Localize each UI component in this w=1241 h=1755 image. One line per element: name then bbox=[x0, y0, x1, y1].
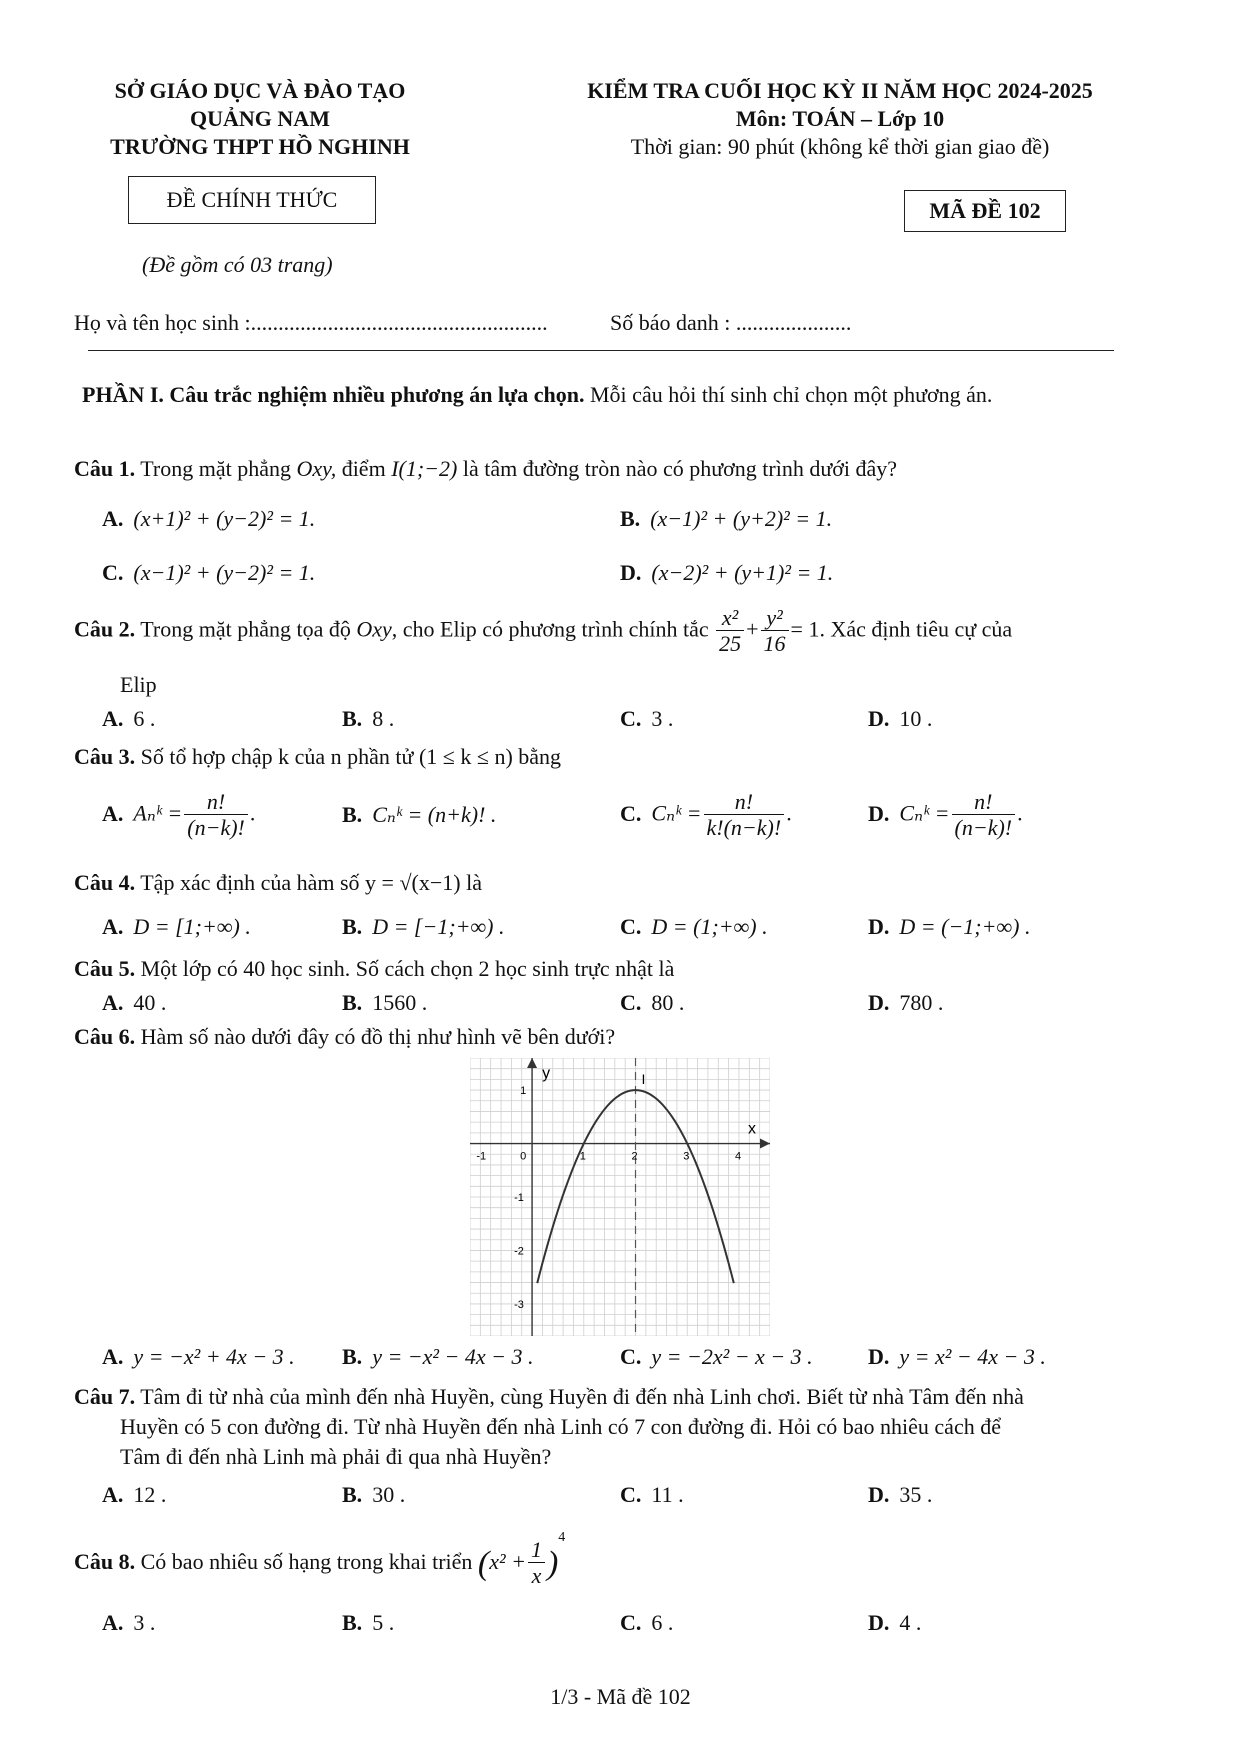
q7-line3: Tâm đi đến nhà Linh mà phải đi qua nhà Huyền? bbox=[120, 1444, 552, 1469]
q3-option-a[interactable]: A. Aₙᵏ = $\frac{n!}{(n-k)!}$ . bbox=[102, 789, 256, 840]
q8-text: Có bao nhiêu số hạng trong khai triển bbox=[140, 1549, 473, 1574]
q4-option-c-letter: C. bbox=[620, 914, 642, 939]
q3-option-a-fraction bbox=[184, 790, 248, 841]
q3-option-c-lhs: Cₙᵏ = bbox=[651, 800, 702, 826]
q3-option-c[interactable]: C. Cₙᵏ = $\frac{n!}{k!(n-k)!}$ . bbox=[620, 789, 792, 840]
q7-label: Câu 7. bbox=[74, 1384, 136, 1409]
x-tick-label: 3 bbox=[683, 1150, 690, 1163]
q7-option-b-letter: B. bbox=[342, 1482, 363, 1507]
official-label: ĐỀ CHÍNH THỨC bbox=[166, 187, 338, 212]
q4-option-d[interactable] bbox=[868, 914, 1030, 940]
x-tick-label: 4 bbox=[734, 1150, 742, 1163]
q2-option-b-letter: B. bbox=[342, 706, 363, 731]
q5-option-c[interactable] bbox=[620, 990, 684, 1016]
q8-frac-num: 1 bbox=[528, 1538, 545, 1563]
q7-stem-line1 bbox=[74, 1384, 1024, 1410]
q1-option-b-letter: B. bbox=[620, 506, 641, 531]
q1-stem bbox=[74, 456, 897, 482]
q6-text: Hàm số nào dưới đây có đồ thị như hình vẽ bên dưới? bbox=[140, 1024, 616, 1049]
q4-option-c-text: D = (1;+∞) . bbox=[651, 914, 768, 939]
q4-label: Câu 4. bbox=[74, 870, 136, 895]
q4-option-b-letter: B. bbox=[342, 914, 363, 939]
y-tick-label: -3 bbox=[514, 1298, 524, 1311]
x-tick-label: 0 bbox=[520, 1150, 527, 1163]
exam-code-badge bbox=[904, 190, 1066, 232]
q3-option-d-lhs: Cₙᵏ = bbox=[899, 800, 950, 826]
q1-oxy: Oxy, bbox=[296, 456, 337, 481]
q7-option-c[interactable] bbox=[620, 1482, 684, 1508]
q6-option-c[interactable] bbox=[620, 1344, 813, 1370]
q3-option-b-text: Cₙᵏ = (n+k)! . bbox=[372, 802, 497, 827]
q8-option-b-text: 5 . bbox=[372, 1610, 395, 1635]
q3-stem bbox=[74, 744, 561, 770]
q7-option-c-text: 11 . bbox=[651, 1482, 684, 1507]
q1-option-c[interactable] bbox=[102, 560, 315, 586]
q6-option-b-letter: B. bbox=[342, 1344, 363, 1369]
q6-parabola-graph bbox=[470, 1058, 770, 1336]
q7-option-d-letter: D. bbox=[868, 1482, 890, 1507]
q2-option-d[interactable] bbox=[868, 706, 932, 732]
q8-label: Câu 8. bbox=[74, 1549, 136, 1574]
q5-option-a-letter: A. bbox=[102, 990, 124, 1015]
q2-fraction-x bbox=[716, 606, 744, 657]
q5-option-a-text: 40 . bbox=[133, 990, 167, 1015]
q1-option-b-text: (x−1)² + (y+2)² = 1. bbox=[650, 506, 833, 531]
q2-frac1-den: 25 bbox=[719, 631, 742, 656]
q8-option-d-letter: D. bbox=[868, 1610, 890, 1635]
vertex-label: I bbox=[641, 1071, 646, 1088]
q2-option-b[interactable] bbox=[342, 706, 394, 732]
q2-option-b-text: 8 . bbox=[372, 706, 395, 731]
exam-title: KIỂM TRA CUỐI HỌC KỲ II NĂM HỌC 2024-2025 bbox=[587, 78, 1093, 103]
q6-option-b-text: y = −x² − 4x − 3 . bbox=[372, 1344, 534, 1369]
x-tick-label: 1 bbox=[579, 1150, 586, 1163]
duration-line: Thời gian: 90 phút (không kể thời gian giao đề) bbox=[630, 134, 1050, 159]
q6-option-d-text: y = x² − 4x − 3 . bbox=[899, 1344, 1046, 1369]
q7-option-d[interactable] bbox=[868, 1482, 932, 1508]
q8-option-c[interactable] bbox=[620, 1610, 673, 1636]
q4-option-a-text: D = [1;+∞) . bbox=[133, 914, 251, 939]
q7-option-b-text: 30 . bbox=[372, 1482, 406, 1507]
dept-name: SỞ GIÁO DỤC VÀ ĐÀO TẠO bbox=[114, 78, 406, 103]
exam-code: MÃ ĐỀ 102 bbox=[929, 198, 1041, 223]
q1-option-c-letter: C. bbox=[102, 560, 124, 585]
q7-option-a-letter: A. bbox=[102, 1482, 124, 1507]
q5-stem bbox=[74, 956, 674, 982]
x-axis-label: x bbox=[748, 1120, 756, 1138]
q2-option-c-letter: C. bbox=[620, 706, 642, 731]
q8-expr-a: x² + bbox=[489, 1549, 526, 1574]
y-axis-label: y bbox=[542, 1065, 551, 1082]
q4-option-b-text: D = [−1;+∞) . bbox=[372, 914, 505, 939]
q3-option-a-letter: A. bbox=[102, 800, 124, 826]
q1-label: Câu 1. bbox=[74, 456, 136, 481]
q5-option-b[interactable] bbox=[342, 990, 427, 1016]
section-title: PHẦN I. Câu trắc nghiệm nhiều phương án lựa chọn. bbox=[82, 382, 585, 407]
q3-d-num: n! bbox=[952, 790, 1016, 815]
q6-option-a-letter: A. bbox=[102, 1344, 124, 1369]
y-tick-label: -1 bbox=[514, 1192, 524, 1204]
q5-option-d[interactable] bbox=[868, 990, 943, 1016]
q2-option-a[interactable] bbox=[102, 706, 155, 732]
q5-option-b-letter: B. bbox=[342, 990, 363, 1015]
q5-option-d-text: 780 . bbox=[899, 990, 944, 1015]
section-heading bbox=[82, 382, 992, 408]
q8-option-a-letter: A. bbox=[102, 1610, 124, 1635]
q1-option-b[interactable] bbox=[620, 506, 832, 532]
q4-text: Tập xác định của hàm số y = √(x−1) là bbox=[140, 870, 482, 895]
official-badge bbox=[128, 176, 376, 224]
q2-frac1-num: x² bbox=[716, 606, 744, 631]
q1-option-a[interactable] bbox=[102, 506, 315, 532]
q2-text-a: Trong mặt phẳng tọa độ bbox=[140, 616, 351, 642]
q3-c-num: n! bbox=[704, 790, 785, 815]
q7-option-c-letter: C. bbox=[620, 1482, 642, 1507]
q7-option-d-text: 35 . bbox=[899, 1482, 933, 1507]
q6-option-b[interactable] bbox=[342, 1344, 533, 1370]
q2-option-d-letter: D. bbox=[868, 706, 890, 731]
q7-option-a-text: 12 . bbox=[133, 1482, 167, 1507]
q3-d-den: (n−k)! bbox=[954, 815, 1013, 840]
q8-frac-den: x bbox=[531, 1563, 542, 1589]
q4-option-b[interactable] bbox=[342, 914, 505, 940]
q8-option-d[interactable] bbox=[868, 1610, 921, 1636]
q8-option-a-text: 3 . bbox=[133, 1610, 156, 1635]
q3-a-den: (n−k)! bbox=[187, 815, 245, 840]
q2-option-a-text: 6 . bbox=[133, 706, 156, 731]
q5-option-c-text: 80 . bbox=[651, 990, 685, 1015]
x-axis-arrow-icon bbox=[760, 1139, 770, 1149]
q2-oxy: Oxy bbox=[356, 616, 392, 642]
q8-fraction bbox=[528, 1538, 545, 1589]
q2-text-d: Elip bbox=[120, 672, 157, 697]
q8-paren-close: ) bbox=[546, 1544, 559, 1582]
q3-option-d[interactable]: D. Cₙᵏ = $\frac{n!}{(n-k)!}$ . bbox=[868, 789, 1023, 840]
q4-stem bbox=[74, 870, 482, 896]
q4-option-d-letter: D. bbox=[868, 914, 890, 939]
q4-option-c[interactable] bbox=[620, 914, 768, 940]
q8-option-b[interactable] bbox=[342, 1610, 394, 1636]
q3-text: Số tổ hợp chập k của n phần tử (1 ≤ k ≤ n) bằng bbox=[140, 744, 562, 769]
q7-option-b[interactable] bbox=[342, 1482, 405, 1508]
q3-option-a-lhs: Aₙᵏ = bbox=[133, 800, 183, 826]
q5-option-a[interactable] bbox=[102, 990, 166, 1016]
q4-option-a-letter: A. bbox=[102, 914, 124, 939]
q6-stem bbox=[74, 1024, 615, 1050]
q6-option-a[interactable] bbox=[102, 1344, 295, 1370]
q5-option-d-letter: D. bbox=[868, 990, 890, 1015]
q1-text-a: Trong mặt phẳng bbox=[140, 456, 291, 481]
q5-text: Một lớp có 40 học sinh. Số cách chọn 2 học sinh trực nhật là bbox=[140, 956, 675, 981]
q1-text-c: là tâm đường tròn nào có phương trình dưới đây? bbox=[462, 456, 898, 481]
y-tick-label: 1 bbox=[520, 1085, 527, 1098]
q2-option-d-text: 10 . bbox=[899, 706, 933, 731]
q8-option-c-letter: C. bbox=[620, 1610, 642, 1635]
header-divider bbox=[88, 350, 1114, 351]
q1-option-d-text: (x−2)² + (y+1)² = 1. bbox=[651, 560, 834, 585]
q1-point: I(1;−2) bbox=[391, 456, 458, 481]
q3-option-c-fraction bbox=[704, 790, 785, 841]
q3-label: Câu 3. bbox=[74, 744, 136, 769]
q2-label: Câu 2. bbox=[74, 616, 136, 642]
q6-option-c-text: y = −2x² − x − 3 . bbox=[651, 1344, 813, 1369]
q3-option-d-fraction bbox=[952, 790, 1016, 841]
q6-option-d-letter: D. bbox=[868, 1344, 890, 1369]
q5-option-c-letter: C. bbox=[620, 990, 642, 1015]
q2-stem: Câu 2. Trong mặt phẳng tọa độ Oxy, cho Elip có phương trình chính tắc $\frac{\text{x²}}{25}$ + $\frac{\text{y²}}{16}$ = 1. Xác định tiêu cự của bbox=[74, 605, 1013, 656]
y-tick-label: -2 bbox=[514, 1245, 524, 1258]
q2-text-c: . Xác định tiêu cự của bbox=[819, 616, 1013, 642]
q8-power: 4 bbox=[558, 1530, 566, 1545]
q2-fraction-y bbox=[761, 606, 789, 657]
q1-text-b: điểm bbox=[341, 456, 386, 481]
q8-option-d-text: 4 . bbox=[899, 1610, 922, 1635]
q1-option-d-letter: D. bbox=[620, 560, 642, 585]
q3-a-num: n! bbox=[184, 790, 248, 815]
school-name: TRƯỜNG THPT HỒ NGHINH bbox=[110, 134, 410, 159]
q1-option-a-letter: A. bbox=[102, 506, 124, 531]
pages-note: (Đề gồm có 03 trang) bbox=[142, 252, 333, 277]
q8-stem bbox=[74, 1530, 565, 1589]
q7-option-a[interactable] bbox=[102, 1482, 166, 1508]
q2-option-c-text: 3 . bbox=[651, 706, 674, 731]
section-instruction: Mỗi câu hỏi thí sinh chỉ chọn một phương án. bbox=[590, 382, 993, 407]
q8-option-c-text: 6 . bbox=[651, 1610, 674, 1635]
graph-tick-labels bbox=[476, 1065, 756, 1311]
q8-option-b-letter: B. bbox=[342, 1610, 363, 1635]
x-tick-label: -1 bbox=[476, 1150, 487, 1163]
subject-line: Môn: TOÁN – Lớp 10 bbox=[735, 106, 945, 131]
q1-option-c-text: (x−1)² + (y−2)² = 1. bbox=[133, 560, 316, 585]
q6-option-c-letter: C. bbox=[620, 1344, 642, 1369]
q3-option-b-letter: B. bbox=[342, 802, 363, 827]
q4-option-a[interactable] bbox=[102, 914, 251, 940]
q5-label: Câu 5. bbox=[74, 956, 136, 981]
q2-option-c[interactable] bbox=[620, 706, 673, 732]
q2-option-a-letter: A. bbox=[102, 706, 124, 731]
q8-option-a[interactable] bbox=[102, 1610, 155, 1636]
q6-option-a-text: y = −x² + 4x − 3 . bbox=[133, 1344, 295, 1369]
y-axis-arrow-icon bbox=[527, 1058, 537, 1068]
q7-line1: Tâm đi từ nhà của mình đến nhà Huyền, cùng Huyền đi đến nhà Linh chơi. Biết từ nhà Tâm đến nhà bbox=[140, 1384, 1024, 1409]
student-name-field: Họ và tên học sinh :...................................................... bbox=[74, 310, 548, 335]
q3-option-c-letter: C. bbox=[620, 800, 642, 826]
q3-option-b[interactable] bbox=[342, 802, 496, 828]
q8-paren-open: ( bbox=[477, 1544, 490, 1582]
q3-option-d-letter: D. bbox=[868, 800, 890, 826]
q1-option-d[interactable] bbox=[620, 560, 833, 586]
q3-c-den: k!(n−k)! bbox=[706, 815, 782, 840]
student-id-field: Số báo danh : ..................... bbox=[610, 310, 852, 335]
x-tick-label: 2 bbox=[631, 1150, 638, 1163]
page-footer: 1/3 - Mã đề 102 bbox=[550, 1684, 691, 1709]
q6-option-d[interactable] bbox=[868, 1344, 1046, 1370]
q5-option-b-text: 1560 . bbox=[372, 990, 428, 1015]
q2-eq-tail: = 1 bbox=[790, 616, 820, 642]
q7-line2: Huyền có 5 con đường đi. Từ nhà Huyền đến nhà Linh có 7 con đường đi. Hỏi có bao nhiêu cách để bbox=[120, 1414, 1001, 1439]
q6-label: Câu 6. bbox=[74, 1024, 136, 1049]
q2-frac2-den: 16 bbox=[763, 631, 786, 656]
q2-text-b: , cho Elip có phương trình chính tắc bbox=[391, 616, 709, 642]
q1-option-a-text: (x+1)² + (y−2)² = 1. bbox=[133, 506, 316, 531]
province-name: QUẢNG NAM bbox=[190, 106, 330, 131]
q4-option-d-text: D = (−1;+∞) . bbox=[899, 914, 1031, 939]
q2-frac2-num: y² bbox=[761, 606, 789, 631]
